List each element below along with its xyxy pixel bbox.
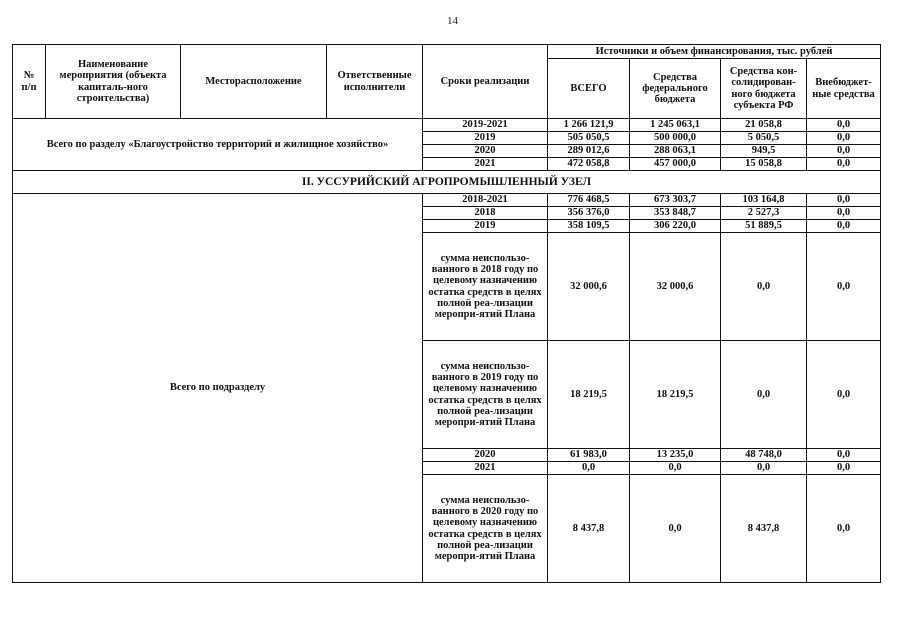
header-location: Месторасположение: [181, 45, 327, 119]
header-name: Наименование мероприятия (объекта капиталь-ного строительства): [46, 45, 181, 119]
total-cell: 0,0: [548, 462, 630, 475]
federal-cell: 288 063,1: [630, 145, 721, 158]
header-federal: Средства федерального бюджета: [630, 59, 721, 119]
section-total-label: Всего по разделу «Благоустройство территорий и жилищное хозяйство»: [13, 119, 423, 171]
extra-cell: 0,0: [807, 158, 881, 171]
total-cell: 289 012,6: [548, 145, 630, 158]
extra-cell: 0,0: [807, 462, 881, 475]
regional-cell: 48 748,0: [721, 449, 807, 462]
header-sources-title: Источники и объем финансирования, тыс. рублей: [548, 45, 881, 59]
extra-cell: 0,0: [807, 449, 881, 462]
regional-cell: 103 164,8: [721, 194, 807, 207]
regional-cell: 2 527,3: [721, 207, 807, 220]
section-heading-row: [13, 171, 881, 194]
regional-cell: 949,5: [721, 145, 807, 158]
total-cell: 505 050,5: [548, 132, 630, 145]
term-cell: 2020: [423, 145, 548, 158]
federal-cell: 673 303,7: [630, 194, 721, 207]
term-cell: 2018: [423, 207, 548, 220]
federal-cell: 457 000,0: [630, 158, 721, 171]
extra-cell: 0,0: [807, 220, 881, 233]
federal-cell: 13 235,0: [630, 449, 721, 462]
federal-cell: 1 245 063,1: [630, 119, 721, 132]
total-cell: 776 468,5: [548, 194, 630, 207]
extra-cell: 0,0: [807, 341, 881, 449]
federal-cell: 0,0: [630, 475, 721, 583]
term-cell: сумма неиспользо-ванного в 2019 году по целевому назначению остатка средств в целях полной реа-лизации меропри-ятий Плана: [423, 341, 548, 449]
table-row: [13, 119, 881, 132]
total-cell: 32 000,6: [548, 233, 630, 341]
total-cell: 472 058,8: [548, 158, 630, 171]
extra-cell: 0,0: [807, 475, 881, 583]
term-cell: 2019: [423, 220, 548, 233]
page-number: 14: [447, 15, 458, 27]
total-cell: 358 109,5: [548, 220, 630, 233]
regional-cell: 15 058,8: [721, 158, 807, 171]
header-extra: Внебюджет-ные средства: [807, 59, 881, 119]
term-cell: 2020: [423, 449, 548, 462]
section-heading: II. УССУРИЙСКИЙ АГРОПРОМЫШЛЕННЫЙ УЗЕЛ: [13, 171, 881, 194]
term-cell: 2021: [423, 158, 548, 171]
term-cell: сумма неиспользо-ванного в 2020 году по целевому назначению остатка средств в целях полной реа-лизации меропри-ятий Плана: [423, 475, 548, 583]
total-cell: 61 983,0: [548, 449, 630, 462]
regional-cell: 8 437,8: [721, 475, 807, 583]
extra-cell: 0,0: [807, 194, 881, 207]
header-regional: Средства кон-солидирован-ного бюджета субъекта РФ: [721, 59, 807, 119]
term-cell: 2018-2021: [423, 194, 548, 207]
term-cell: 2021: [423, 462, 548, 475]
federal-cell: 32 000,6: [630, 233, 721, 341]
regional-cell: 0,0: [721, 462, 807, 475]
total-cell: 356 376,0: [548, 207, 630, 220]
extra-cell: 0,0: [807, 132, 881, 145]
regional-cell: 21 058,8: [721, 119, 807, 132]
federal-cell: 353 848,7: [630, 207, 721, 220]
header-num: № п/п: [13, 45, 46, 119]
header-executors: Ответственные исполнители: [327, 45, 423, 119]
term-cell: сумма неиспользо-ванного в 2018 году по целевому назначению остатка средств в целях полной реа-лизации меропри-ятий Плана: [423, 233, 548, 341]
regional-cell: 0,0: [721, 341, 807, 449]
table-row: [13, 194, 881, 207]
financing-table: [12, 44, 881, 583]
extra-cell: 0,0: [807, 207, 881, 220]
total-cell: 8 437,8: [548, 475, 630, 583]
total-cell: 18 219,5: [548, 341, 630, 449]
federal-cell: 500 000,0: [630, 132, 721, 145]
term-cell: 2019-2021: [423, 119, 548, 132]
header-total: ВСЕГО: [548, 59, 630, 119]
term-cell: 2019: [423, 132, 548, 145]
federal-cell: 18 219,5: [630, 341, 721, 449]
extra-cell: 0,0: [807, 145, 881, 158]
header-terms: Сроки реализации: [423, 45, 548, 119]
regional-cell: 5 050,5: [721, 132, 807, 145]
regional-cell: 51 889,5: [721, 220, 807, 233]
regional-cell: 0,0: [721, 233, 807, 341]
federal-cell: 0,0: [630, 462, 721, 475]
total-cell: 1 266 121,9: [548, 119, 630, 132]
subsection-label: Всего по подразделу: [13, 194, 423, 583]
extra-cell: 0,0: [807, 119, 881, 132]
extra-cell: 0,0: [807, 233, 881, 341]
federal-cell: 306 220,0: [630, 220, 721, 233]
